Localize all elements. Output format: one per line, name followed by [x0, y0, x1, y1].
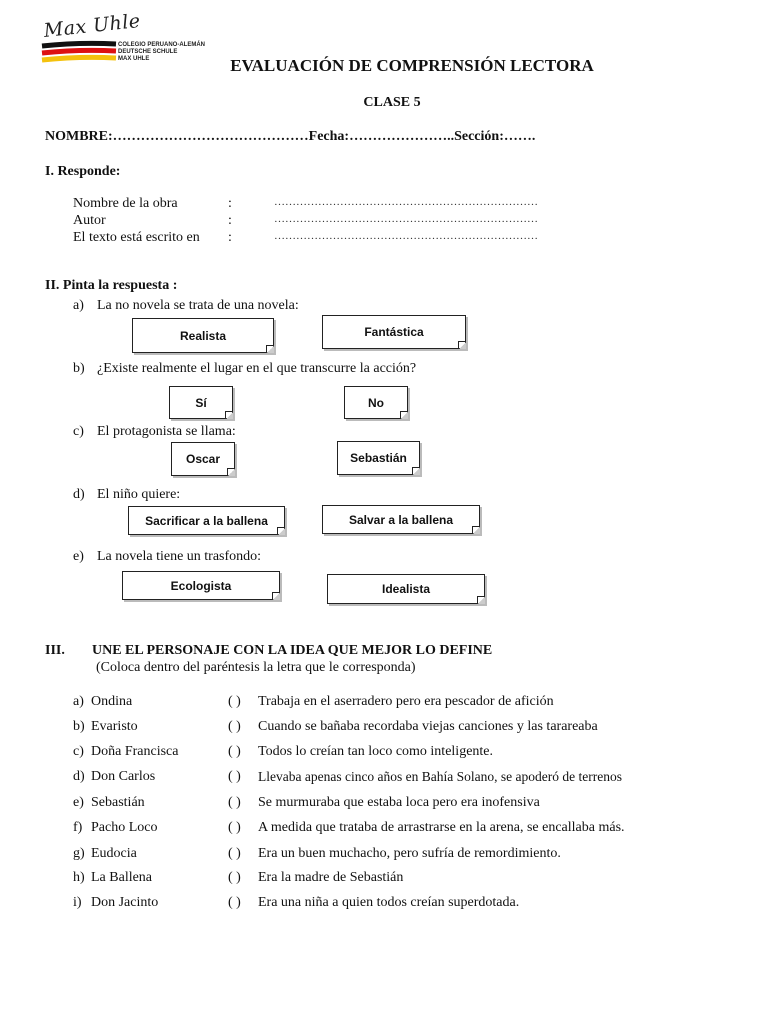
class-subtitle: CLASE 5 — [363, 95, 421, 110]
option-label: Salvar a la ballena — [348, 512, 454, 527]
answer-parenthesis[interactable]: ( ) — [228, 895, 241, 910]
row-letter: a) — [73, 694, 84, 709]
option-box[interactable] — [169, 386, 233, 419]
character-idea: Cuando se bañaba recordaba viejas canciones y las tarareaba — [258, 719, 598, 734]
answer-parenthesis[interactable]: ( ) — [228, 769, 241, 784]
character-idea: Era un buen muchacho, pero sufría de remordimiento. — [258, 846, 561, 861]
character-name: Ondina — [91, 694, 133, 709]
row-colon: : — [228, 230, 232, 245]
option-label: Sí — [195, 395, 207, 410]
option-box[interactable] — [322, 505, 480, 534]
row-colon: : — [228, 213, 232, 228]
answer-parenthesis[interactable]: ( ) — [228, 744, 241, 759]
question-letter: a) — [73, 298, 84, 313]
section-3-heading: UNE EL PERSONAJE CON LA IDEA QUE MEJOR LO DEFINE — [92, 643, 493, 658]
character-name: Eudocia — [91, 846, 137, 861]
question-letter: c) — [73, 424, 84, 439]
character-idea: Era la madre de Sebastián — [258, 870, 404, 885]
character-name: Pacho Loco — [91, 820, 158, 835]
option-label: Ecologista — [170, 578, 232, 593]
option-box[interactable] — [337, 441, 420, 475]
logo-line: COLEGIO PERUANO-ALEMÁN — [118, 42, 205, 48]
character-name: Doña Francisca — [91, 744, 179, 759]
row-letter: i) — [73, 895, 82, 910]
character-idea: Trabaja en el aserradero pero era pescador de afición — [258, 694, 554, 709]
option-label: Fantástica — [364, 325, 424, 339]
option-box[interactable] — [132, 318, 274, 353]
logo-line: MAX UHLE — [118, 56, 150, 62]
option-label: Realista — [179, 328, 227, 343]
question-letter: d) — [73, 487, 85, 502]
character-name: Evaristo — [91, 719, 138, 734]
option-label: Sebastián — [350, 451, 407, 465]
option-label: No — [368, 395, 384, 410]
row-letter: c) — [73, 744, 84, 759]
question-letter: b) — [73, 361, 85, 376]
option-box[interactable] — [344, 386, 408, 419]
answer-parenthesis[interactable]: ( ) — [228, 694, 241, 709]
option-label: Sacrificar a la ballena — [145, 513, 268, 528]
page-title: EVALUACIÓN DE COMPRENSIÓN LECTORA — [230, 56, 594, 75]
question-text: ¿Existe realmente el lugar en el que transcurre la acción? — [97, 361, 417, 376]
question-text: El protagonista se llama: — [97, 424, 236, 439]
section-2-heading: II. Pinta la respuesta : — [45, 278, 178, 293]
name-date-section-line: NOMBRE:……………………………………Fecha:…………………..Sección:……. — [45, 129, 536, 144]
section-1-heading: I. Responde: — [45, 164, 121, 179]
section-3-number: III. — [45, 643, 65, 658]
logo-script: Max Uhle — [42, 9, 142, 42]
row-letter: h) — [73, 870, 85, 885]
logo-line: DEUTSCHE SCHULE — [118, 49, 178, 55]
option-box[interactable] — [327, 574, 485, 604]
character-name: Don Carlos — [91, 769, 156, 784]
question-letter: e) — [73, 549, 84, 564]
answer-parenthesis[interactable]: ( ) — [228, 846, 241, 861]
row-label: Autor — [73, 213, 106, 228]
answer-parenthesis[interactable]: ( ) — [228, 719, 241, 734]
question-text: La no novela se trata de una novela: — [97, 298, 299, 313]
row-letter: g) — [73, 846, 85, 861]
answer-line[interactable]: ……………………………………………………………… — [274, 196, 538, 208]
character-idea: Llevaba apenas cinco años en Bahía Solano, se apoderó de terrenos — [258, 769, 622, 784]
question-text: La novela tiene un trasfondo: — [97, 549, 262, 564]
character-name: Don Jacinto — [91, 895, 159, 910]
option-label: Oscar — [185, 452, 221, 466]
option-box[interactable] — [322, 315, 466, 349]
option-box[interactable] — [122, 571, 280, 600]
answer-line[interactable]: ……………………………………………………………… — [274, 213, 538, 225]
character-idea: A medida que trataba de arrastrarse en la arena, se encallaba más. — [258, 820, 625, 835]
character-name: La Ballena — [91, 870, 153, 885]
option-label: Idealista — [381, 582, 431, 596]
answer-parenthesis[interactable]: ( ) — [228, 870, 241, 885]
option-box[interactable] — [128, 506, 285, 535]
row-letter: f) — [73, 820, 83, 835]
option-box[interactable] — [171, 442, 235, 476]
row-letter: d) — [73, 769, 85, 784]
row-letter: e) — [73, 795, 84, 810]
character-idea: Era una niña a quien todos creían superdotada. — [258, 895, 520, 910]
answer-parenthesis[interactable]: ( ) — [228, 820, 241, 835]
question-text: El niño quiere: — [97, 487, 181, 502]
row-colon: : — [228, 196, 232, 211]
answer-line[interactable]: ……………………………………………………………… — [274, 230, 538, 242]
row-label: El texto está escrito en — [73, 230, 200, 245]
row-letter: b) — [73, 719, 85, 734]
answer-parenthesis[interactable]: ( ) — [228, 795, 241, 810]
row-label: Nombre de la obra — [73, 196, 178, 211]
character-idea: Todos lo creían tan loco como inteligente. — [258, 744, 494, 759]
character-idea: Se murmuraba que estaba loca pero era inofensiva — [258, 795, 540, 810]
character-name: Sebastián — [91, 795, 145, 810]
section-3-instruction: (Coloca dentro del paréntesis la letra que le corresponda) — [96, 660, 416, 675]
